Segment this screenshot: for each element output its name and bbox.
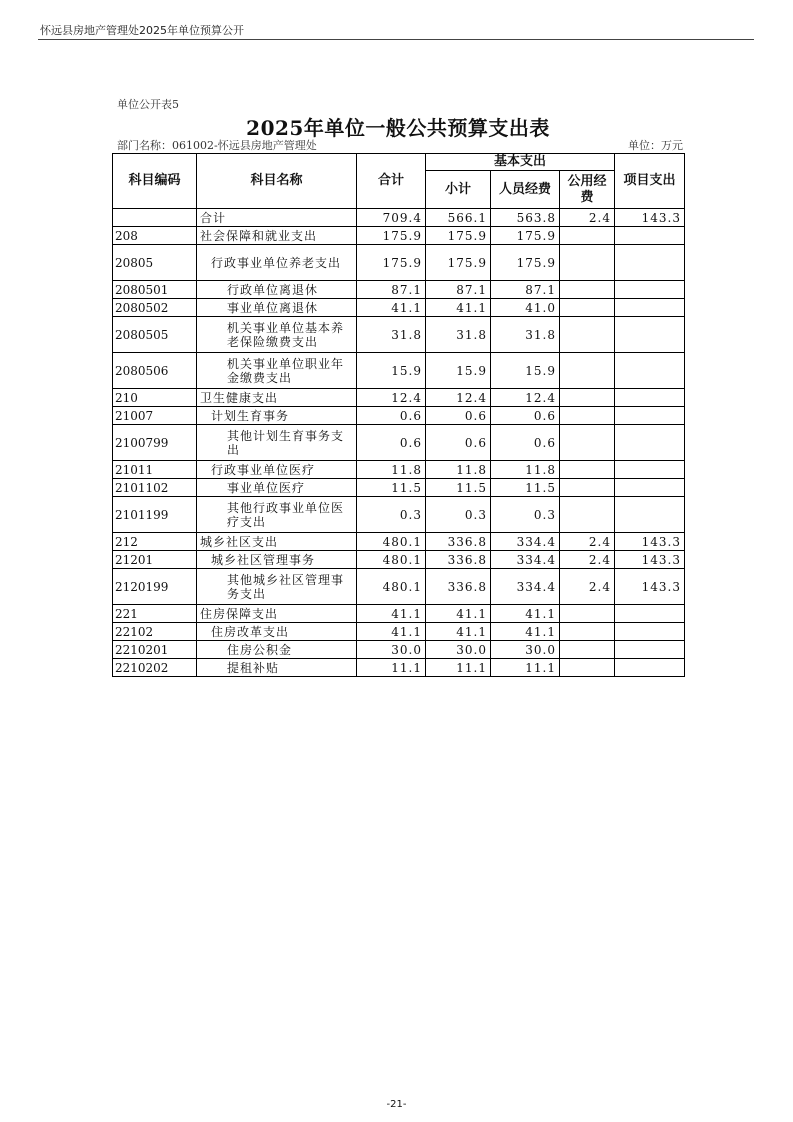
row-project-cell	[615, 281, 685, 299]
row-personnel-cell: 31.8	[491, 317, 560, 353]
row-public-cell: 2.4	[560, 209, 615, 227]
row-personnel-cell: 175.9	[491, 227, 560, 245]
row-total-cell: 480.1	[357, 533, 426, 551]
row-personnel-cell: 11.1	[491, 659, 560, 677]
row-total-cell: 11.1	[357, 659, 426, 677]
table-row	[113, 533, 685, 551]
row-total-cell: 0.3	[357, 497, 426, 533]
row-name-cell: 事业单位离退休	[197, 299, 357, 317]
table-row	[113, 551, 685, 569]
row-project-cell	[615, 317, 685, 353]
table-row	[113, 461, 685, 479]
row-subtotal-cell: 30.0	[426, 641, 491, 659]
row-total-cell: 41.1	[357, 605, 426, 623]
unit-label: 单位：万元	[628, 139, 683, 152]
row-code-cell: 2101199	[113, 497, 197, 533]
row-project-cell	[615, 425, 685, 461]
row-public-cell	[560, 605, 615, 623]
table-row	[113, 245, 685, 281]
row-name-cell: 其他计划生育事务支出	[197, 425, 357, 461]
row-code-cell: 21007	[113, 407, 197, 425]
row-subtotal-cell: 41.1	[426, 623, 491, 641]
row-personnel-cell: 12.4	[491, 389, 560, 407]
col-header-subtotal: 小计	[426, 171, 491, 209]
col-header-personnel: 人员经费	[491, 171, 560, 209]
table-row	[113, 569, 685, 605]
col-header-total: 合计	[357, 154, 426, 209]
col-header-code: 科目编码	[113, 154, 197, 209]
row-project-cell	[615, 407, 685, 425]
table-number: 单位公开表5	[117, 98, 179, 111]
row-personnel-cell: 87.1	[491, 281, 560, 299]
row-public-cell	[560, 227, 615, 245]
row-total-cell: 709.4	[357, 209, 426, 227]
row-total-cell: 11.5	[357, 479, 426, 497]
table-row	[113, 659, 685, 677]
row-project-cell	[615, 659, 685, 677]
row-subtotal-cell: 336.8	[426, 569, 491, 605]
row-personnel-cell: 41.0	[491, 299, 560, 317]
row-name-cell: 其他行政事业单位医疗支出	[197, 497, 357, 533]
table-row	[113, 479, 685, 497]
row-total-cell: 0.6	[357, 425, 426, 461]
row-public-cell	[560, 299, 615, 317]
table-body	[113, 209, 685, 677]
row-total-cell: 175.9	[357, 227, 426, 245]
row-total-cell: 12.4	[357, 389, 426, 407]
row-code-cell: 208	[113, 227, 197, 245]
row-public-cell: 2.4	[560, 533, 615, 551]
row-personnel-cell: 334.4	[491, 551, 560, 569]
row-code-cell: 2101102	[113, 479, 197, 497]
row-code-cell	[113, 209, 197, 227]
row-subtotal-cell: 41.1	[426, 299, 491, 317]
row-name-cell: 住房保障支出	[197, 605, 357, 623]
row-code-cell: 2080506	[113, 353, 197, 389]
row-public-cell	[560, 623, 615, 641]
row-project-cell	[615, 227, 685, 245]
row-name-cell: 计划生育事务	[197, 407, 357, 425]
row-public-cell: 2.4	[560, 569, 615, 605]
col-header-public: 公用经费	[560, 171, 615, 209]
row-personnel-cell: 334.4	[491, 569, 560, 605]
row-name-cell: 行政事业单位养老支出	[197, 245, 357, 281]
row-personnel-cell: 30.0	[491, 641, 560, 659]
page-number: -21-	[386, 1099, 407, 1110]
table-row	[113, 497, 685, 533]
row-subtotal-cell: 0.6	[426, 407, 491, 425]
row-personnel-cell: 11.8	[491, 461, 560, 479]
table-row	[113, 281, 685, 299]
document-header: 怀远县房地产管理处2025年单位预算公开	[40, 24, 244, 37]
row-code-cell: 21201	[113, 551, 197, 569]
table-row	[113, 641, 685, 659]
row-public-cell	[560, 497, 615, 533]
col-header-name: 科目名称	[197, 154, 357, 209]
row-subtotal-cell: 87.1	[426, 281, 491, 299]
table-row	[113, 407, 685, 425]
table-row	[113, 353, 685, 389]
row-public-cell	[560, 425, 615, 461]
col-header-basic-group: 基本支出	[426, 154, 615, 171]
row-subtotal-cell: 41.1	[426, 605, 491, 623]
table-row	[113, 389, 685, 407]
row-personnel-cell: 11.5	[491, 479, 560, 497]
row-project-cell: 143.3	[615, 209, 685, 227]
row-code-cell: 22102	[113, 623, 197, 641]
row-project-cell	[615, 605, 685, 623]
row-public-cell	[560, 281, 615, 299]
row-total-cell: 15.9	[357, 353, 426, 389]
row-public-cell	[560, 659, 615, 677]
row-name-cell: 城乡社区支出	[197, 533, 357, 551]
row-total-cell: 175.9	[357, 245, 426, 281]
row-public-cell	[560, 353, 615, 389]
table-row	[113, 227, 685, 245]
row-subtotal-cell: 566.1	[426, 209, 491, 227]
table-row	[113, 605, 685, 623]
row-total-cell: 87.1	[357, 281, 426, 299]
row-code-cell: 2120199	[113, 569, 197, 605]
row-code-cell: 212	[113, 533, 197, 551]
row-subtotal-cell: 31.8	[426, 317, 491, 353]
row-subtotal-cell: 175.9	[426, 245, 491, 281]
row-total-cell: 480.1	[357, 569, 426, 605]
row-project-cell	[615, 623, 685, 641]
row-project-cell	[615, 245, 685, 281]
row-public-cell	[560, 245, 615, 281]
row-total-cell: 0.6	[357, 407, 426, 425]
row-project-cell: 143.3	[615, 551, 685, 569]
col-header-project: 项目支出	[615, 154, 685, 209]
row-project-cell	[615, 353, 685, 389]
row-subtotal-cell: 336.8	[426, 551, 491, 569]
row-code-cell: 2080502	[113, 299, 197, 317]
table-row	[113, 623, 685, 641]
row-public-cell	[560, 479, 615, 497]
row-total-cell: 11.8	[357, 461, 426, 479]
row-total-cell: 41.1	[357, 299, 426, 317]
row-public-cell	[560, 407, 615, 425]
department-label: 部门名称：061002-怀远县房地产管理处	[117, 139, 317, 152]
row-personnel-cell: 175.9	[491, 245, 560, 281]
page-title: 2025年单位一般公共预算支出表	[246, 116, 550, 140]
row-code-cell: 210	[113, 389, 197, 407]
row-subtotal-cell: 11.5	[426, 479, 491, 497]
table-row	[113, 209, 685, 227]
row-name-cell: 卫生健康支出	[197, 389, 357, 407]
budget-table	[112, 153, 685, 677]
row-personnel-cell: 0.3	[491, 497, 560, 533]
row-project-cell	[615, 479, 685, 497]
row-code-cell: 2210202	[113, 659, 197, 677]
row-project-cell	[615, 389, 685, 407]
row-subtotal-cell: 336.8	[426, 533, 491, 551]
row-project-cell	[615, 299, 685, 317]
row-project-cell	[615, 497, 685, 533]
table-row	[113, 425, 685, 461]
row-subtotal-cell: 15.9	[426, 353, 491, 389]
row-project-cell	[615, 641, 685, 659]
row-code-cell: 2210201	[113, 641, 197, 659]
row-personnel-cell: 0.6	[491, 425, 560, 461]
row-code-cell: 2080505	[113, 317, 197, 353]
row-personnel-cell: 334.4	[491, 533, 560, 551]
row-name-cell: 住房改革支出	[197, 623, 357, 641]
row-subtotal-cell: 175.9	[426, 227, 491, 245]
row-subtotal-cell: 0.6	[426, 425, 491, 461]
row-name-cell: 行政单位离退休	[197, 281, 357, 299]
row-project-cell	[615, 461, 685, 479]
row-subtotal-cell: 11.1	[426, 659, 491, 677]
row-name-cell: 合计	[197, 209, 357, 227]
row-name-cell: 其他城乡社区管理事务支出	[197, 569, 357, 605]
header-divider	[38, 39, 754, 40]
row-total-cell: 31.8	[357, 317, 426, 353]
row-name-cell: 城乡社区管理事务	[197, 551, 357, 569]
row-public-cell	[560, 461, 615, 479]
row-code-cell: 21011	[113, 461, 197, 479]
row-personnel-cell: 0.6	[491, 407, 560, 425]
row-subtotal-cell: 0.3	[426, 497, 491, 533]
row-name-cell: 住房公积金	[197, 641, 357, 659]
row-project-cell: 143.3	[615, 569, 685, 605]
row-subtotal-cell: 11.8	[426, 461, 491, 479]
row-subtotal-cell: 12.4	[426, 389, 491, 407]
row-public-cell	[560, 641, 615, 659]
row-code-cell: 2080501	[113, 281, 197, 299]
row-name-cell: 提租补贴	[197, 659, 357, 677]
row-public-cell	[560, 389, 615, 407]
row-total-cell: 30.0	[357, 641, 426, 659]
row-project-cell: 143.3	[615, 533, 685, 551]
row-personnel-cell: 563.8	[491, 209, 560, 227]
row-personnel-cell: 15.9	[491, 353, 560, 389]
row-name-cell: 事业单位医疗	[197, 479, 357, 497]
row-public-cell	[560, 317, 615, 353]
row-code-cell: 20805	[113, 245, 197, 281]
row-code-cell: 2100799	[113, 425, 197, 461]
row-public-cell: 2.4	[560, 551, 615, 569]
row-personnel-cell: 41.1	[491, 605, 560, 623]
table-row	[113, 299, 685, 317]
row-name-cell: 机关事业单位基本养老保险缴费支出	[197, 317, 357, 353]
row-total-cell: 41.1	[357, 623, 426, 641]
row-code-cell: 221	[113, 605, 197, 623]
row-total-cell: 480.1	[357, 551, 426, 569]
row-personnel-cell: 41.1	[491, 623, 560, 641]
table-row	[113, 317, 685, 353]
row-name-cell: 机关事业单位职业年金缴费支出	[197, 353, 357, 389]
row-name-cell: 社会保障和就业支出	[197, 227, 357, 245]
row-name-cell: 行政事业单位医疗	[197, 461, 357, 479]
